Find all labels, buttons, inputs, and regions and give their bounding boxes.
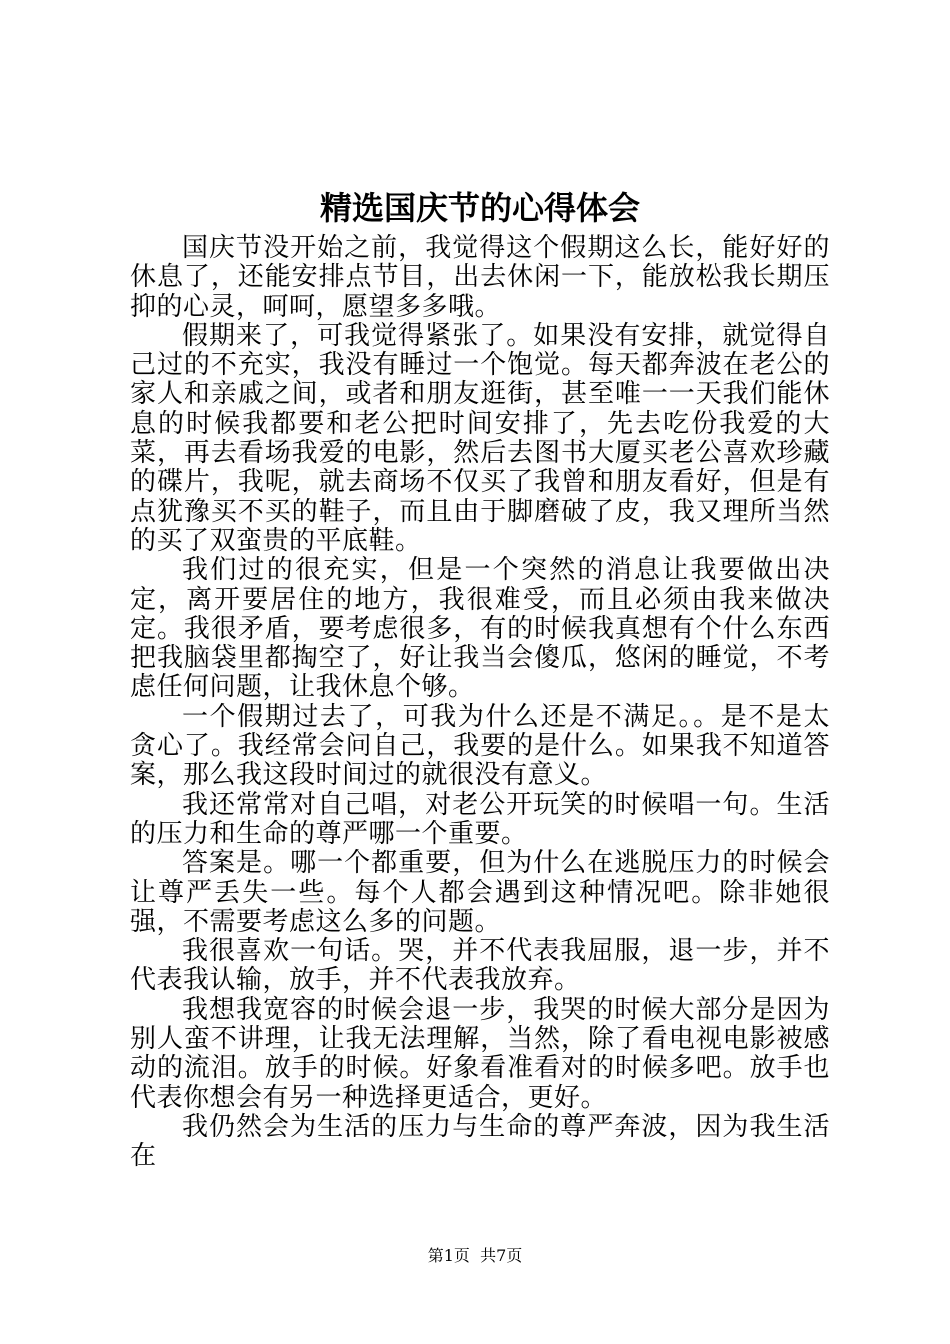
paragraph: 我想我宽容的时候会退一步，我哭的时候大部分是因为别人蛮不讲理，让我无法理解，当然，除了看电视电影被感动的流泪。放手的时候。好象看准看对的时候多吧。放手也代表你想会有另一种选择更适合，更好。 bbox=[130, 994, 830, 1113]
paragraph: 我们过的很充实，但是一个突然的消息让我要做出决定，离开要居住的地方，我很难受，而且必须由我来做决定。我很矛盾，要考虑很多，有的时候我真想有个什么东西把我脑袋里都掏空了，好让我当会傻瓜，悠闲的睡觉，不考虑任何问题，让我休息个够。 bbox=[130, 555, 830, 703]
document-title: 精选国庆节的心得体会 bbox=[319, 189, 640, 227]
paragraph: 答案是。哪一个都重要，但为什么在逃脱压力的时候会让尊严丢失一些。每个人都会遇到这种情况吧。除非她很强，不需要考虑这么多的问题。 bbox=[130, 848, 830, 937]
page-footer bbox=[0, 1245, 950, 1267]
paragraph: 我仍然会为生活的压力与生命的尊严奔波，因为我生活在 bbox=[130, 1111, 830, 1172]
page-number-label: 第1页 共7页 bbox=[427, 1246, 523, 1265]
paragraph: 一个假期过去了，可我为什么还是不满足。。是不是太贪心了。我经常会问自己，我要的是什么。如果我不知道答案，那么我这段时间过的就很没有意义。 bbox=[130, 701, 830, 791]
paragraph: 国庆节没开始之前，我觉得这个假期这么长，能好好的休息了，还能安排点节目，出去休闲一下，能放松我长期压抑的心灵，呵呵，愿望多多哦。 bbox=[130, 233, 830, 322]
paragraph: 我很喜欢一句话。哭，并不代表我屈服，退一步，并不代表我认输，放手，并不代表我放弃。 bbox=[130, 936, 830, 996]
paragraph: 假期来了，可我觉得紧张了。如果没有安排，就觉得自己过的不充实，我没有睡过一个饱觉。每天都奔波在老公的家人和亲戚之间，或者和朋友逛街，甚至唯一一天我们能休息的时候我都要和老公把时间安排了，先去吃份我爱的大菜，再去看场我爱的电影，然后去图书大厦买老公喜欢珍藏的碟片，我呢，就去商场不仅买了我曾和朋友看好，但是有点犹豫买不买的鞋子，而且由于脚磨破了皮，我又理所当然的买了双蛮贵的平底鞋。 bbox=[130, 320, 830, 556]
document-body bbox=[130, 234, 830, 1172]
paragraph: 我还常常对自己唱，对老公开玩笑的时候唱一句。生活的压力和生命的尊严哪一个重要。 bbox=[130, 789, 830, 849]
